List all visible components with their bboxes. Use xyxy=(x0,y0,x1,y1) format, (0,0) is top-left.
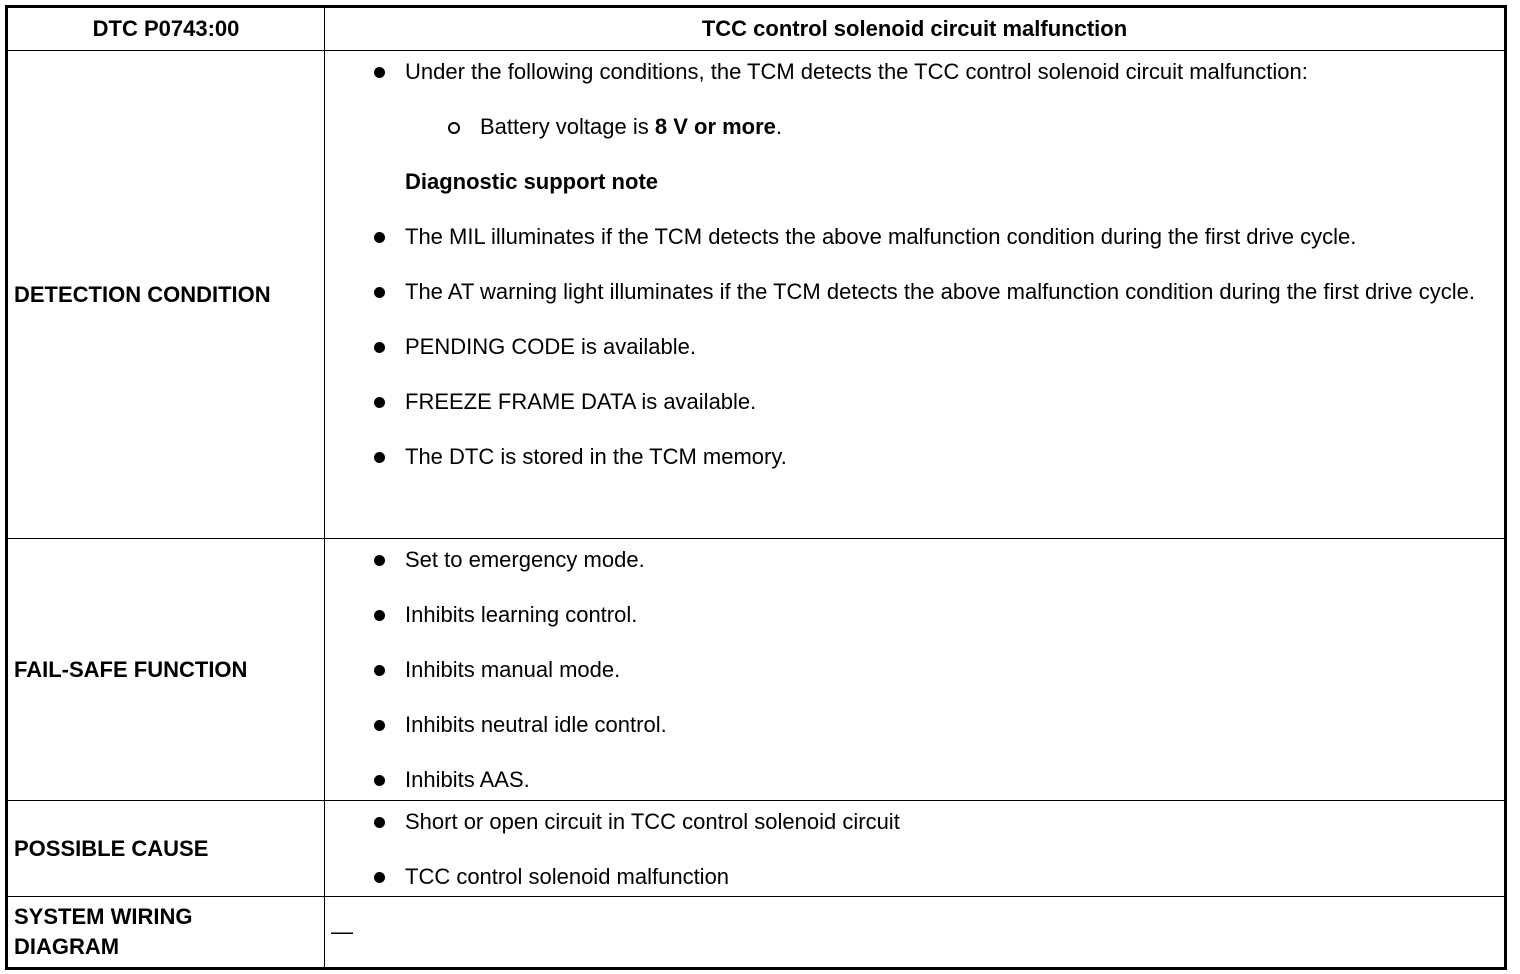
list-item: FREEZE FRAME DATA is available. xyxy=(325,387,1484,417)
dtc-title: TCC control solenoid circuit malfunction xyxy=(325,7,1506,51)
list-item: TCC control solenoid malfunction xyxy=(325,862,1484,892)
list-item: Inhibits neutral idle control. xyxy=(325,710,1484,740)
list-item: Inhibits learning control. xyxy=(325,600,1484,630)
wiring-value: — xyxy=(331,919,353,944)
list-item: PENDING CODE is available. xyxy=(325,332,1484,362)
list-item: Short or open circuit in TCC control solenoid circuit xyxy=(325,807,1484,837)
cause-content xyxy=(325,801,1506,897)
list-item: The AT warning light illuminates if the TCM detects the above malfunction condition during the first drive cycle. xyxy=(325,277,1484,307)
list-item: The MIL illuminates if the TCM detects the above malfunction condition during the first drive cycle. xyxy=(325,222,1484,252)
detection-content xyxy=(325,51,1506,539)
list-item: The DTC is stored in the TCM memory. xyxy=(325,442,1484,472)
dtc-code: DTC P0743:00 xyxy=(7,7,325,51)
detection-label: DETECTION CONDITION xyxy=(7,51,325,539)
diagnostic-note-heading: Diagnostic support note xyxy=(405,169,658,194)
detection-row xyxy=(7,51,1506,539)
sub-suffix: . xyxy=(775,114,783,139)
sub-prefix: Battery voltage is xyxy=(480,114,655,139)
wiring-label xyxy=(7,897,325,969)
sub-bold: 8 V or more xyxy=(654,114,776,139)
cause-row xyxy=(7,801,1506,897)
detection-intro: Under the following conditions, the TCM detects the TCC control solenoid circuit malfunction: xyxy=(325,57,1484,87)
list-item: Inhibits AAS. xyxy=(325,765,1484,795)
list-item: Set to emergency mode. xyxy=(325,545,1484,575)
cause-label: POSSIBLE CAUSE xyxy=(7,801,325,897)
header-row xyxy=(7,7,1506,51)
failsafe-row xyxy=(7,539,1506,801)
wiring-label-line2: DIAGRAM xyxy=(14,934,120,959)
dtc-table xyxy=(5,5,1507,970)
list-item: Inhibits manual mode. xyxy=(325,655,1484,685)
wiring-value-cell xyxy=(325,897,1506,969)
failsafe-content xyxy=(325,539,1506,801)
failsafe-label: FAIL-SAFE FUNCTION xyxy=(7,539,325,801)
wiring-label-line1: SYSTEM WIRING xyxy=(14,904,193,929)
detection-sub-condition xyxy=(325,112,1484,142)
wiring-row xyxy=(7,897,1506,969)
